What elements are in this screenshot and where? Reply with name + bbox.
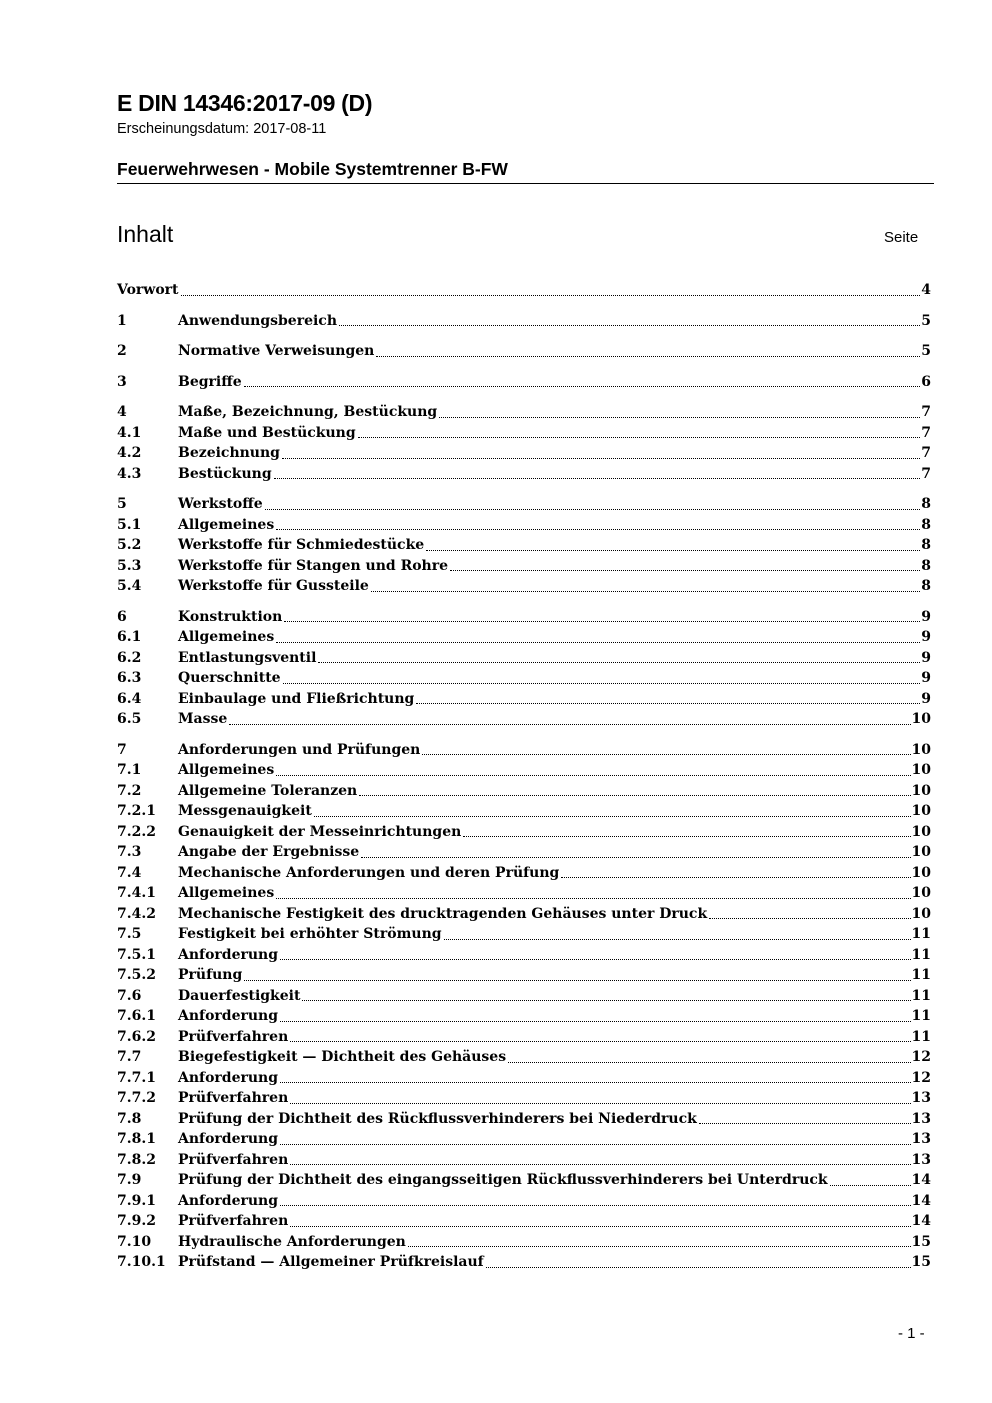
toc-entry[interactable] xyxy=(117,945,931,966)
toc-entry[interactable] xyxy=(117,863,931,884)
toc-entry-title: Prüfung xyxy=(178,967,243,983)
toc-entry-title: Prüfverfahren xyxy=(178,1028,289,1045)
title-divider xyxy=(117,183,934,184)
toc-dot-leader xyxy=(416,703,920,704)
toc-entry-title: Maße und Bestückung xyxy=(178,424,356,441)
toc-dot-leader xyxy=(314,816,911,817)
toc-entry-title: Werkstoffe für Schmiedestücke xyxy=(178,537,425,553)
toc-entry[interactable] xyxy=(117,1027,931,1048)
toc-entry-page: 15 xyxy=(911,1254,931,1270)
toc-dot-leader xyxy=(276,529,920,530)
toc-entry[interactable] xyxy=(117,627,931,648)
toc-entry-title: Allgemeine Toleranzen xyxy=(178,782,358,799)
toc-dot-leader xyxy=(302,1000,910,1001)
toc-dot-leader xyxy=(290,1226,910,1227)
toc-entry-number: 6.3 xyxy=(117,670,142,686)
toc-entry-title: Prüfverfahren xyxy=(178,1213,289,1229)
toc-entry[interactable] xyxy=(117,607,931,628)
page-number: - 1 - xyxy=(898,1325,925,1342)
toc-dot-leader xyxy=(276,642,920,643)
toc-entry-title: Hydraulische Anforderungen xyxy=(178,1233,406,1250)
toc-entry-title: Dauerfestigkeit xyxy=(178,987,301,1004)
toc-entry[interactable] xyxy=(117,341,931,362)
toc-entry-title: Werkstoffe für Gussteile xyxy=(178,578,369,594)
document-title: E DIN 14346:2017-09 (D) xyxy=(117,90,373,116)
toc-entry-title: Masse xyxy=(178,711,228,727)
toc-entry-title: Prüfstand — Allgemeiner Prüfkreislauf xyxy=(178,1254,484,1270)
toc-entry-title: Genauigkeit der Messeinrichtungen xyxy=(178,823,462,840)
toc-entry-number: 7.4.1 xyxy=(117,885,156,901)
toc-entry-number: 7.7.2 xyxy=(117,1090,156,1106)
toc-entry-number: 1 xyxy=(117,312,127,329)
toc-entry-title: Normative Verweisungen xyxy=(178,343,375,359)
toc-dot-leader xyxy=(290,1164,910,1165)
toc-entry-page: 11 xyxy=(911,987,931,1004)
toc-entry-number: 7.9.2 xyxy=(117,1213,156,1229)
toc-entry-title: Mechanische Festigkeit des drucktragenden Gehäuses unter Druck xyxy=(178,905,708,922)
toc-entry-page: 12 xyxy=(911,1069,931,1086)
toc-entry-title: Allgemeines xyxy=(178,629,275,645)
toc-entry-page: 6 xyxy=(921,373,931,390)
toc-entry[interactable] xyxy=(117,1006,931,1027)
toc-entry-page: 8 xyxy=(921,516,931,533)
toc-entry-title: Allgemeines xyxy=(178,885,275,901)
toc-entry-number: 7.5 xyxy=(117,926,142,942)
toc-entry-page: 9 xyxy=(921,690,931,707)
toc-entry-number: 4 xyxy=(117,404,127,420)
toc-entry-page: 10 xyxy=(911,711,931,727)
toc-entry[interactable] xyxy=(117,535,931,556)
document-subtitle: Feuerwehrwesen - Mobile Systemtrenner B-FW xyxy=(117,159,508,179)
toc-entry-number: 3 xyxy=(117,373,127,390)
toc-entry-number: 7.7.1 xyxy=(117,1069,156,1086)
toc-entry-number: 7.5.2 xyxy=(117,967,156,983)
toc-dot-leader xyxy=(376,356,920,357)
toc-entry-number: 7.9.1 xyxy=(117,1192,156,1209)
toc-entry-title: Einbaulage und Fließrichtung xyxy=(178,690,415,707)
toc-entry-number: 2 xyxy=(117,343,127,359)
toc-dot-leader xyxy=(408,1246,911,1247)
toc-entry-page: 8 xyxy=(921,496,931,512)
toc-entry-number: 7.8.2 xyxy=(117,1151,156,1168)
toc-entry-title: Werkstoffe für Stangen und Rohre xyxy=(178,557,449,574)
toc-dot-leader xyxy=(422,754,910,755)
toc-entry-page: 10 xyxy=(911,864,931,881)
table-of-contents xyxy=(117,280,931,1273)
toc-entry[interactable] xyxy=(117,965,931,986)
toc-entry-title: Prüfverfahren xyxy=(178,1090,289,1106)
toc-entry-title: Entlastungsventil xyxy=(178,649,317,666)
toc-dot-leader xyxy=(486,1267,911,1268)
toc-entry[interactable] xyxy=(117,648,931,669)
toc-entry[interactable] xyxy=(117,311,931,332)
toc-dot-leader xyxy=(280,1082,911,1083)
toc-entry-title: Anwendungsbereich xyxy=(178,312,337,329)
toc-dot-leader xyxy=(244,386,921,387)
toc-entry-number: 6.4 xyxy=(117,690,142,707)
toc-dot-leader xyxy=(290,1041,910,1042)
toc-dot-leader xyxy=(439,417,920,418)
toc-entry-number: 7.2.2 xyxy=(117,823,156,840)
toc-entry-number: Vorwort xyxy=(117,282,179,298)
toc-entry-page: 9 xyxy=(921,670,931,686)
toc-dot-leader xyxy=(361,857,910,858)
toc-entry-page: 15 xyxy=(911,1233,931,1250)
toc-entry[interactable] xyxy=(117,1170,931,1191)
toc-entry-title: Festigkeit bei erhöhter Strömung xyxy=(178,926,442,942)
toc-entry[interactable] xyxy=(117,986,931,1007)
toc-entry[interactable] xyxy=(117,760,931,781)
toc-entry-number: 7.6 xyxy=(117,987,142,1004)
toc-entry[interactable] xyxy=(117,576,931,597)
toc-entry-title: Werkstoffe xyxy=(178,496,263,512)
toc-entry-page: 14 xyxy=(911,1172,931,1188)
toc-entry-number: 7.1 xyxy=(117,762,142,778)
toc-dot-leader xyxy=(282,458,920,459)
toc-entry-page: 10 xyxy=(911,823,931,840)
toc-entry-number: 7.8.1 xyxy=(117,1131,156,1147)
toc-entry-page: 8 xyxy=(921,537,931,553)
publication-date: Erscheinungsdatum: 2017-08-11 xyxy=(117,121,327,137)
toc-entry-title: Bestückung xyxy=(178,465,272,482)
toc-entry[interactable] xyxy=(117,402,931,423)
toc-entry-page: 13 xyxy=(911,1151,931,1168)
toc-entry[interactable] xyxy=(117,494,931,515)
toc-dot-leader xyxy=(709,918,910,919)
toc-entry[interactable] xyxy=(117,801,931,822)
toc-entry-page: 7 xyxy=(921,424,931,441)
toc-entry-title: Prüfung der Dichtheit des Rückflussverhinderers bei Niederdruck xyxy=(178,1110,697,1127)
toc-entry-number: 4.1 xyxy=(117,424,142,441)
toc-entry-number: 7.6.1 xyxy=(117,1008,156,1024)
toc-entry[interactable] xyxy=(117,781,931,802)
toc-entry-page: 11 xyxy=(911,1028,931,1045)
toc-entry-page: 10 xyxy=(911,803,931,819)
toc-dot-leader xyxy=(371,591,920,592)
toc-entry-title: Maße, Bezeichnung, Bestückung xyxy=(178,404,438,420)
toc-entry-number: 7.6.2 xyxy=(117,1028,156,1045)
toc-entry-page: 9 xyxy=(921,649,931,666)
toc-entry-page: 9 xyxy=(921,629,931,645)
toc-entry-page: 11 xyxy=(911,967,931,983)
toc-entry-page: 11 xyxy=(911,946,931,963)
toc-entry[interactable] xyxy=(117,904,931,925)
toc-entry-title: Anforderung xyxy=(178,1008,278,1024)
toc-dot-leader xyxy=(426,550,920,551)
toc-entry-number: 7.10 xyxy=(117,1233,152,1250)
toc-entry-title: Begriffe xyxy=(178,373,242,390)
toc-entry[interactable] xyxy=(117,1088,931,1109)
toc-entry[interactable] xyxy=(117,668,931,689)
toc-dot-leader xyxy=(283,683,921,684)
toc-entry-page: 10 xyxy=(911,905,931,922)
toc-entry[interactable] xyxy=(117,689,931,710)
toc-entry[interactable] xyxy=(117,556,931,577)
toc-entry[interactable] xyxy=(117,924,931,945)
toc-entry-page: 13 xyxy=(911,1131,931,1147)
toc-dot-leader xyxy=(450,570,920,571)
toc-entry-page: 7 xyxy=(921,445,931,461)
toc-entry[interactable] xyxy=(117,464,931,485)
toc-entry-page: 7 xyxy=(921,465,931,482)
toc-entry[interactable] xyxy=(117,423,931,444)
toc-entry-title: Mechanische Anforderungen und deren Prüfung xyxy=(178,864,560,881)
toc-entry-number: 6.1 xyxy=(117,629,142,645)
toc-entry-page: 12 xyxy=(911,1049,931,1065)
toc-entry-number: 5.1 xyxy=(117,516,142,533)
toc-entry-number: 7.2.1 xyxy=(117,803,156,819)
toc-entry-title: Querschnitte xyxy=(178,670,281,686)
toc-entry-title: Konstruktion xyxy=(178,608,283,625)
toc-entry[interactable] xyxy=(117,883,931,904)
toc-entry[interactable] xyxy=(117,280,931,301)
toc-entry-page: 9 xyxy=(921,608,931,625)
toc-page-column-label: Seite xyxy=(884,229,919,246)
toc-entry-title: Anforderung xyxy=(178,1192,278,1209)
toc-entry-page: 14 xyxy=(911,1192,931,1209)
toc-entry-title: Prüfung der Dichtheit des eingangsseitigen Rückflussverhinderers bei Unterdruck xyxy=(178,1172,828,1188)
toc-entry[interactable] xyxy=(117,515,931,536)
toc-entry-title: Biegefestigkeit — Dichtheit des Gehäuses xyxy=(178,1049,507,1065)
toc-dot-leader xyxy=(280,1205,911,1206)
toc-entry[interactable] xyxy=(117,740,931,761)
toc-dot-leader xyxy=(280,1144,911,1145)
toc-entry-page: 10 xyxy=(911,762,931,778)
toc-dot-leader xyxy=(339,325,920,326)
toc-dot-leader xyxy=(229,724,910,725)
toc-dot-leader xyxy=(318,662,920,663)
toc-entry-title: Anforderungen und Prüfungen xyxy=(178,741,421,758)
toc-entry-page: 4 xyxy=(921,282,931,298)
toc-entry-page: 10 xyxy=(911,885,931,901)
toc-entry[interactable] xyxy=(117,709,931,730)
toc-entry-title: Anforderung xyxy=(178,1069,278,1086)
toc-entry-number: 5.3 xyxy=(117,557,142,574)
toc-entry[interactable] xyxy=(117,1191,931,1212)
toc-dot-leader xyxy=(244,980,910,981)
toc-entry[interactable] xyxy=(117,1211,931,1232)
toc-entry-number: 7.5.1 xyxy=(117,946,156,963)
toc-dot-leader xyxy=(508,1062,910,1063)
toc-entry-page: 11 xyxy=(911,1008,931,1024)
toc-dot-leader xyxy=(276,775,910,776)
toc-entry[interactable] xyxy=(117,1109,931,1130)
toc-entry-number: 5.4 xyxy=(117,578,142,594)
toc-entry-title: Prüfverfahren xyxy=(178,1151,289,1168)
toc-dot-leader xyxy=(276,898,910,899)
toc-entry-page: 5 xyxy=(921,343,931,359)
toc-entry-number: 7.7 xyxy=(117,1049,142,1065)
toc-entry-number: 6 xyxy=(117,608,127,625)
toc-entry-title: Anforderung xyxy=(178,946,278,963)
toc-entry-number: 7.2 xyxy=(117,782,142,799)
toc-entry[interactable] xyxy=(117,822,931,843)
toc-dot-leader xyxy=(280,959,911,960)
toc-entry[interactable] xyxy=(117,443,931,464)
toc-dot-leader xyxy=(444,939,911,940)
toc-entry-number: 7.4 xyxy=(117,864,142,881)
toc-dot-leader xyxy=(181,295,921,296)
toc-dot-leader xyxy=(280,1021,911,1022)
toc-dot-leader xyxy=(463,836,910,837)
toc-entry-number: 7.8 xyxy=(117,1110,142,1127)
toc-entry[interactable] xyxy=(117,1232,931,1253)
toc-dot-leader xyxy=(274,478,921,479)
toc-entry[interactable] xyxy=(117,1252,931,1273)
toc-entry-page: 13 xyxy=(911,1090,931,1106)
toc-entry-number: 7.3 xyxy=(117,844,142,860)
toc-entry-page: 10 xyxy=(911,741,931,758)
toc-entry-number: 4.3 xyxy=(117,465,142,482)
toc-entry[interactable] xyxy=(117,1047,931,1068)
toc-entry-number: 6.5 xyxy=(117,711,142,727)
toc-entry-page: 7 xyxy=(921,404,931,420)
toc-entry[interactable] xyxy=(117,1129,931,1150)
toc-dot-leader xyxy=(830,1185,911,1186)
toc-entry-number: 4.2 xyxy=(117,445,142,461)
toc-entry-number: 6.2 xyxy=(117,649,142,666)
toc-entry-title: Angabe der Ergebnisse xyxy=(178,844,360,860)
toc-entry-page: 10 xyxy=(911,782,931,799)
toc-entry-number: 5 xyxy=(117,496,127,512)
toc-entry-page: 10 xyxy=(911,844,931,860)
toc-dot-leader xyxy=(265,509,921,510)
toc-entry-number: 7 xyxy=(117,741,127,758)
toc-dot-leader xyxy=(359,795,910,796)
toc-entry[interactable] xyxy=(117,842,931,863)
toc-entry-page: 8 xyxy=(921,557,931,574)
toc-entry-title: Allgemeines xyxy=(178,516,275,533)
toc-entry-title: Allgemeines xyxy=(178,762,275,778)
toc-dot-leader xyxy=(699,1123,911,1124)
toc-entry-title: Bezeichnung xyxy=(178,445,280,461)
toc-entry-title: Messgenauigkeit xyxy=(178,803,312,819)
toc-entry[interactable] xyxy=(117,1068,931,1089)
toc-entry-page: 14 xyxy=(911,1213,931,1229)
toc-entry-page: 13 xyxy=(911,1110,931,1127)
toc-entry-title: Anforderung xyxy=(178,1131,278,1147)
toc-entry[interactable] xyxy=(117,372,931,393)
toc-entry-number: 7.10.1 xyxy=(117,1254,166,1270)
toc-entry-page: 8 xyxy=(921,578,931,594)
toc-heading: Inhalt xyxy=(117,221,174,247)
toc-entry-number: 7.9 xyxy=(117,1172,142,1188)
toc-entry-page: 11 xyxy=(911,926,931,942)
toc-entry-page: 5 xyxy=(921,312,931,329)
toc-dot-leader xyxy=(358,437,921,438)
toc-entry-number: 5.2 xyxy=(117,537,142,553)
toc-dot-leader xyxy=(290,1103,910,1104)
toc-entry[interactable] xyxy=(117,1150,931,1171)
toc-entry-number: 7.4.2 xyxy=(117,905,156,922)
toc-dot-leader xyxy=(561,877,910,878)
toc-dot-leader xyxy=(284,621,920,622)
